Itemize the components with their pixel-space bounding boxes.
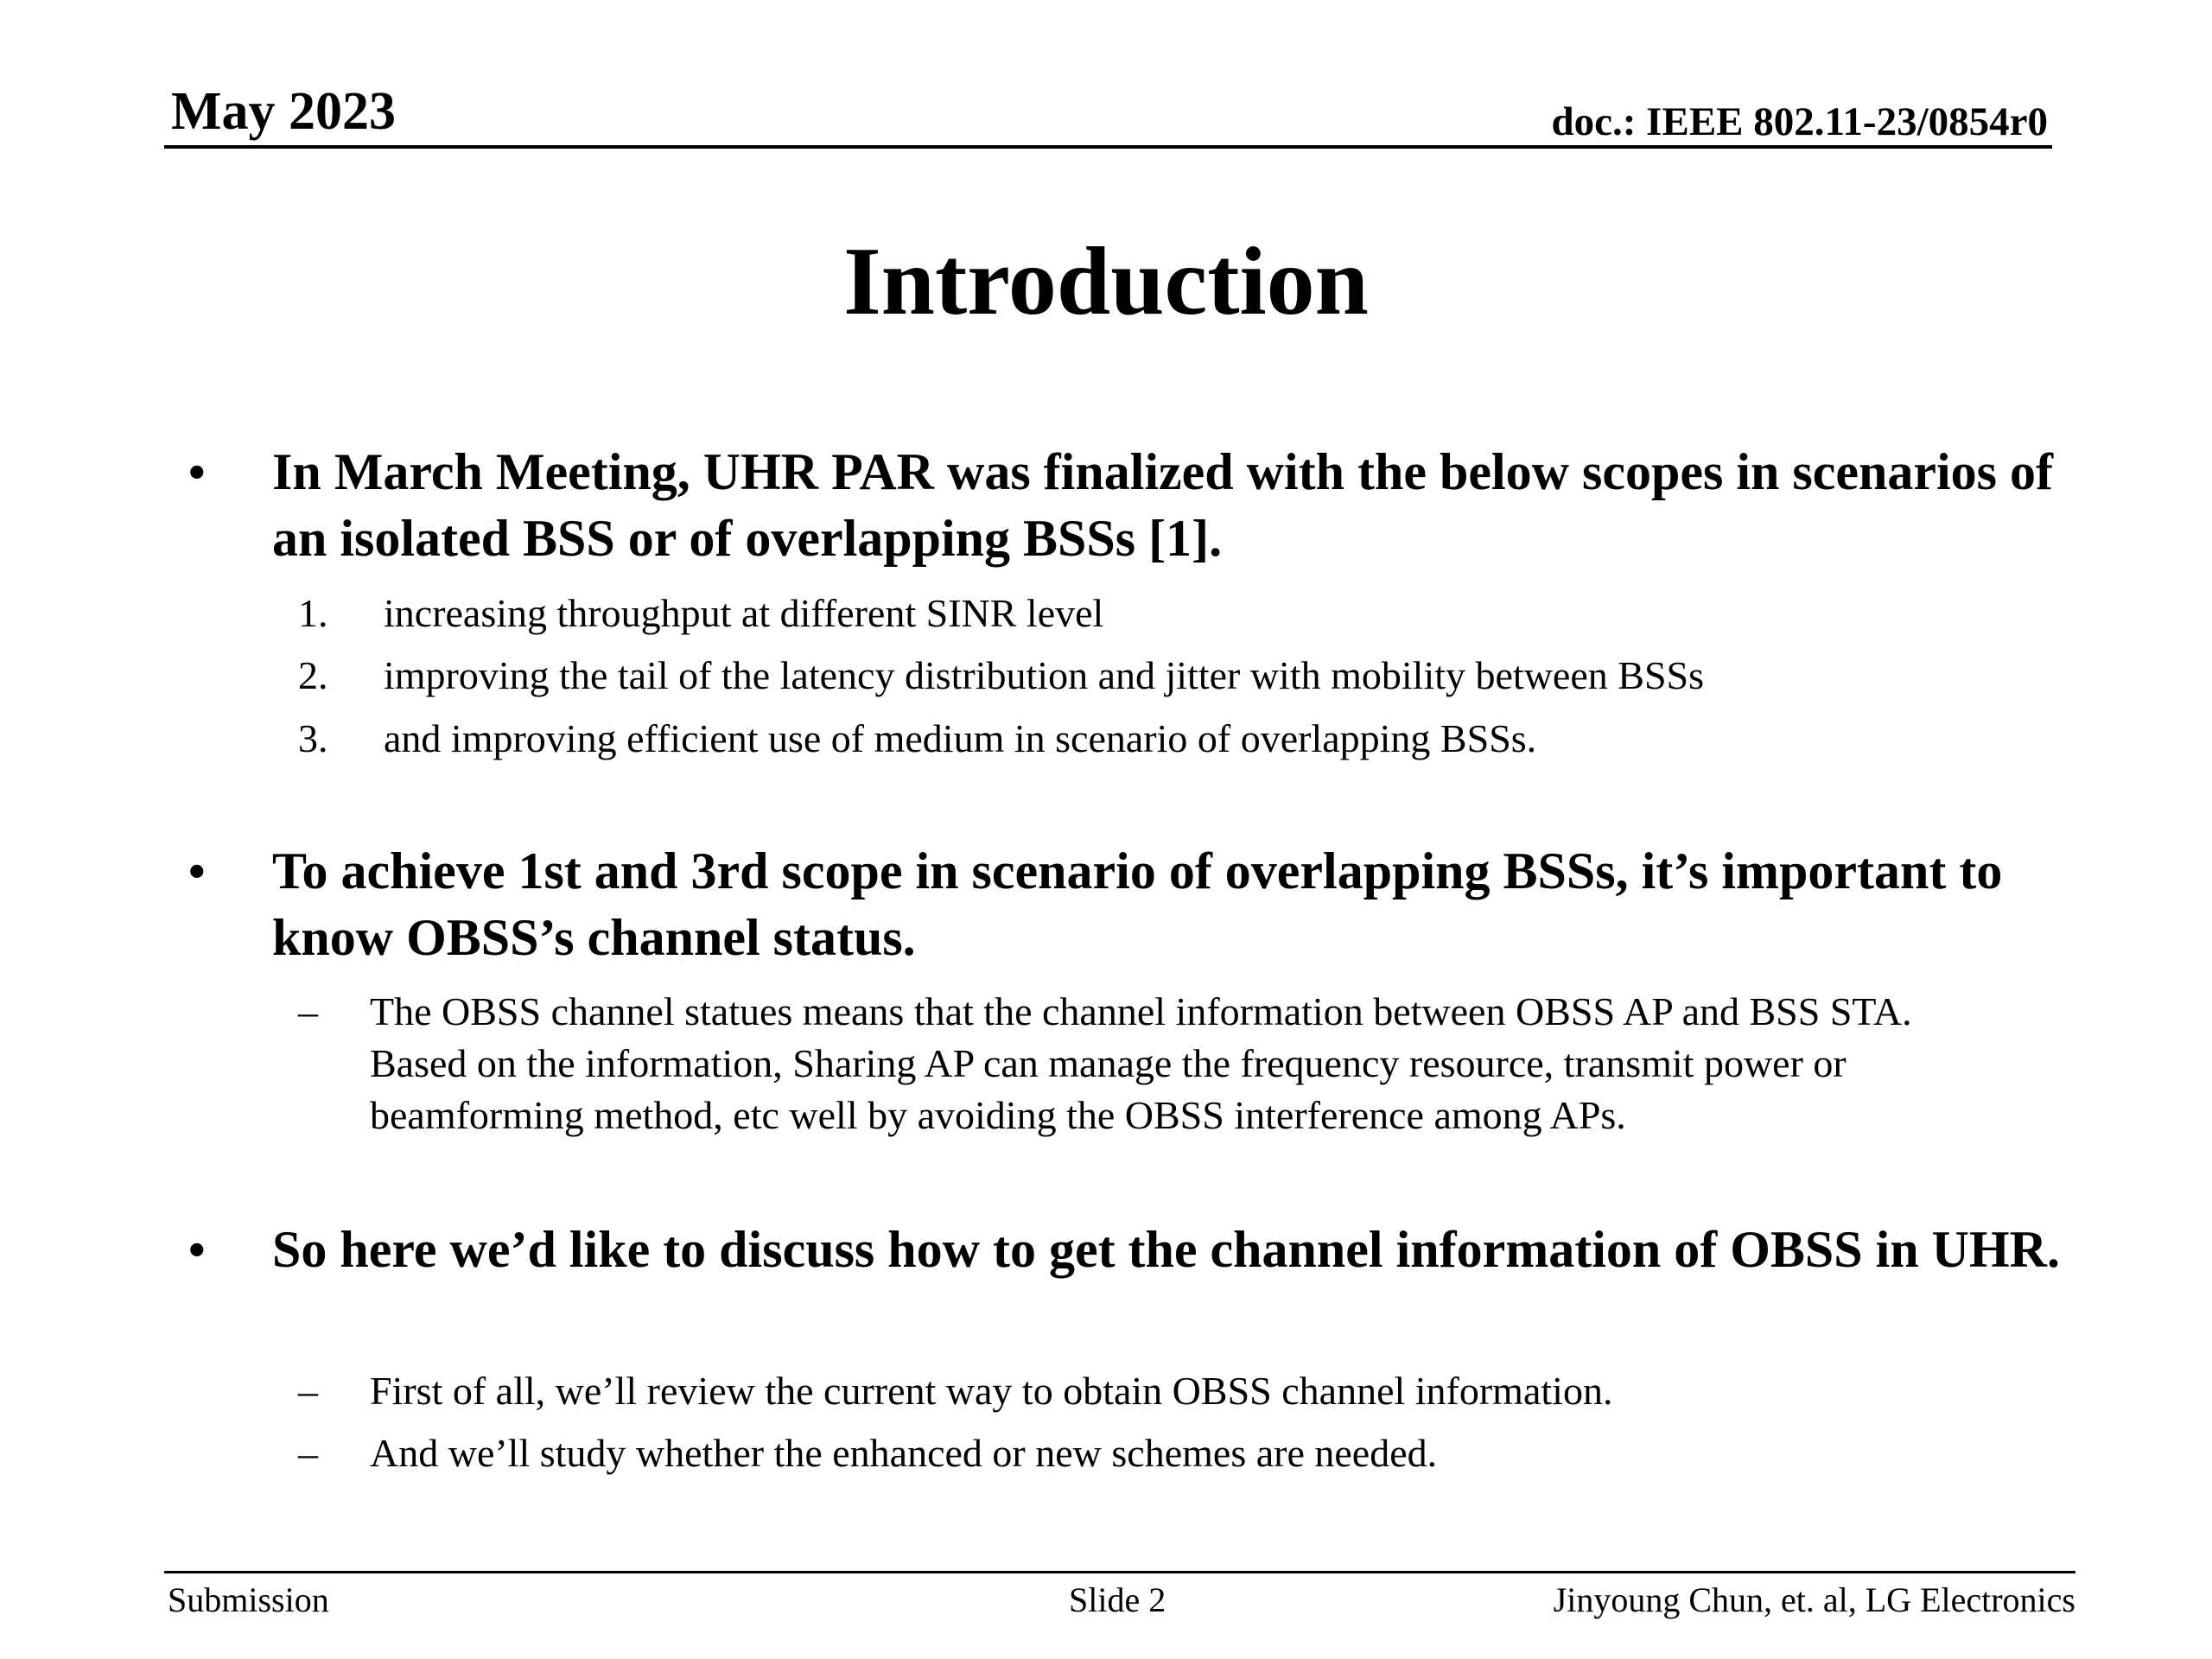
- item-text: increasing throughput at different SINR level: [384, 591, 1104, 635]
- bullet-text: To achieve 1st and 3rd scope in scenario of overlapping BSSs, it’s important to know OBSS’s channel status.: [272, 842, 2003, 966]
- dash-marker: –: [298, 989, 318, 1033]
- bullet-marker: •: [188, 446, 206, 499]
- item-number: 2.: [298, 653, 328, 697]
- item-text: And we’ll study whether the enhanced or new schemes are needed.: [370, 1431, 1438, 1475]
- bullet-text: In March Meeting, UHR PAR was finalized with the below scopes in scenarios of an isolated BSS or of overlapping BSSs [1].: [272, 443, 2053, 567]
- dash-marker: –: [298, 1369, 318, 1413]
- item-text: First of all, we’ll review the current way to obtain OBSS channel information.: [370, 1369, 1613, 1413]
- dash-marker: –: [298, 1431, 318, 1475]
- footer-divider: [164, 1571, 2075, 1573]
- header-date: May 2023: [171, 82, 397, 141]
- footer-slide-number: Slide 2: [1069, 1580, 1166, 1619]
- item-text: and improving efficient use of medium in scenario of overlapping BSSs.: [384, 716, 1537, 760]
- header-doc-id: doc.: IEEE 802.11-23/0854r0: [1551, 99, 2048, 144]
- header-divider: [164, 145, 2052, 149]
- item-number: 3.: [298, 716, 328, 760]
- footer-author: Jinyoung Chun, et. al, LG Electronics: [1553, 1580, 2075, 1619]
- item-number: 1.: [298, 591, 328, 635]
- item-text: improving the tail of the latency distribution and jitter with mobility between BSSs: [384, 653, 1705, 697]
- slide-title: Introduction: [843, 228, 1369, 335]
- item-text: The OBSS channel statues means that the channel information between OBSS AP and BSS STA. Based on the information, Sharing AP can manage the frequency resource, transmit power or beamforming method, etc well by avoiding the OBSS interference among APs.: [370, 989, 1912, 1137]
- bullet-marker: •: [188, 845, 206, 899]
- bullet-text: So here we’d like to discuss how to get the channel information of OBSS in UHR.: [272, 1221, 2061, 1278]
- footer-submission: Submission: [168, 1580, 329, 1619]
- bullet-marker: •: [188, 1224, 206, 1277]
